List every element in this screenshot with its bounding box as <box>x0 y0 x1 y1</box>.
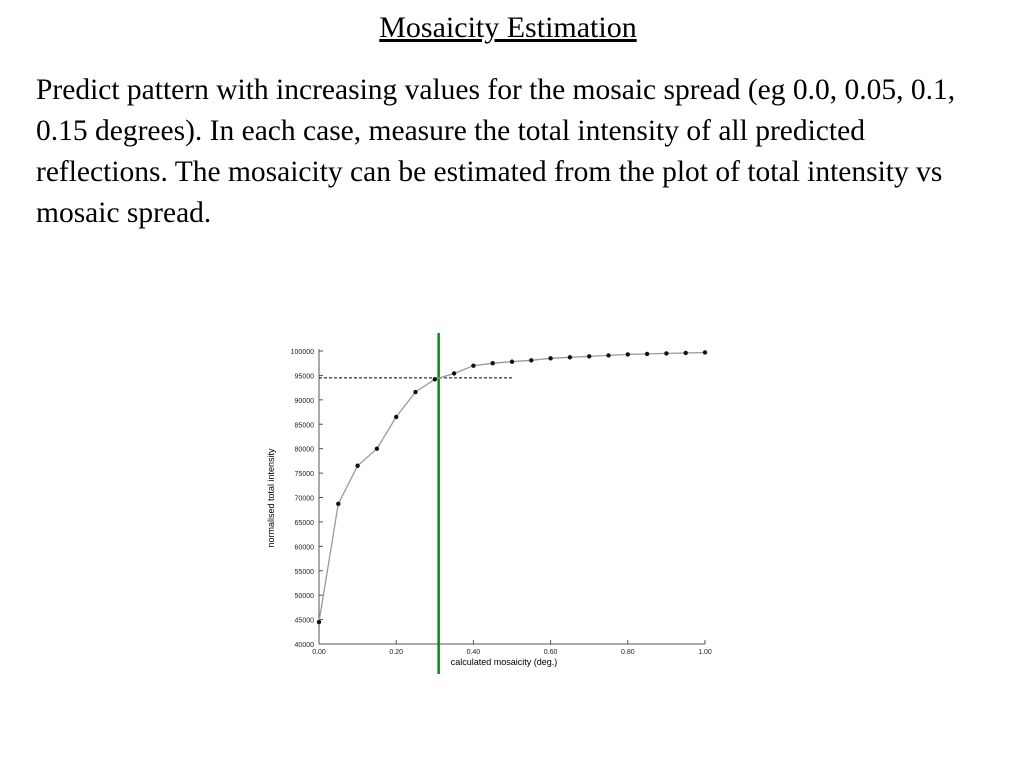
y-tick-label: 65000 <box>294 519 314 527</box>
y-tick-label: 100000 <box>290 349 314 356</box>
chart-svg <box>250 325 730 685</box>
data-point <box>510 360 514 364</box>
slide-title: Mosaicity Estimation <box>379 11 637 44</box>
data-point <box>394 415 398 419</box>
data-point <box>413 390 417 394</box>
data-point <box>703 350 707 354</box>
data-point <box>626 352 630 356</box>
series-line <box>319 353 705 623</box>
x-tick-label: 0.40 <box>466 649 481 656</box>
x-axis-label: calculated mosaicity (deg.) <box>450 657 558 667</box>
y-tick-label: 55000 <box>294 568 314 576</box>
data-point <box>664 351 668 355</box>
x-tick-label: 0.00 <box>312 649 326 656</box>
data-point <box>645 352 649 356</box>
data-point <box>684 351 688 355</box>
y-tick-label: 45000 <box>294 617 314 625</box>
data-point <box>491 361 495 365</box>
x-tick-label: 0.60 <box>543 649 558 656</box>
y-tick-label: 80000 <box>294 446 314 454</box>
chart-axes <box>319 349 705 644</box>
data-point <box>471 363 475 367</box>
data-point <box>355 464 359 468</box>
data-point <box>317 620 321 624</box>
y-tick-label: 75000 <box>294 471 314 479</box>
data-point <box>375 446 379 450</box>
y-tick-label: 70000 <box>294 495 314 503</box>
data-point <box>587 354 591 358</box>
y-axis-label: normalised total intensity <box>266 448 276 548</box>
mosaicity-chart <box>250 325 730 685</box>
data-point <box>336 502 340 506</box>
data-point <box>606 353 610 357</box>
x-tick-label: 0.20 <box>389 649 404 656</box>
y-tick-label: 85000 <box>294 422 314 430</box>
y-tick-label: 95000 <box>294 373 314 381</box>
data-point <box>433 377 437 381</box>
data-point <box>548 356 552 360</box>
data-series <box>317 350 707 624</box>
data-point <box>452 371 456 375</box>
y-tick-label: 60000 <box>294 544 314 552</box>
x-tick-label: 1.00 <box>698 649 712 656</box>
data-point <box>529 358 533 362</box>
y-ticks <box>291 349 323 649</box>
slide-body-text: Predict pattern with increasing values for the mosaic spread (eg 0.0, 0.05, 0.1, 0.15 degrees). In each case, measure the total intensity of all predicted reflections. The mosaicity can be estimated from the plot of total intensity vs mosaic spread. <box>36 74 956 229</box>
y-tick-label: 40000 <box>294 642 314 649</box>
x-ticks <box>312 640 712 656</box>
x-tick-label: 0.80 <box>620 649 635 656</box>
guide-lines <box>319 333 512 674</box>
y-tick-label: 90000 <box>294 397 314 405</box>
y-tick-label: 50000 <box>294 593 314 601</box>
data-point <box>568 355 572 359</box>
